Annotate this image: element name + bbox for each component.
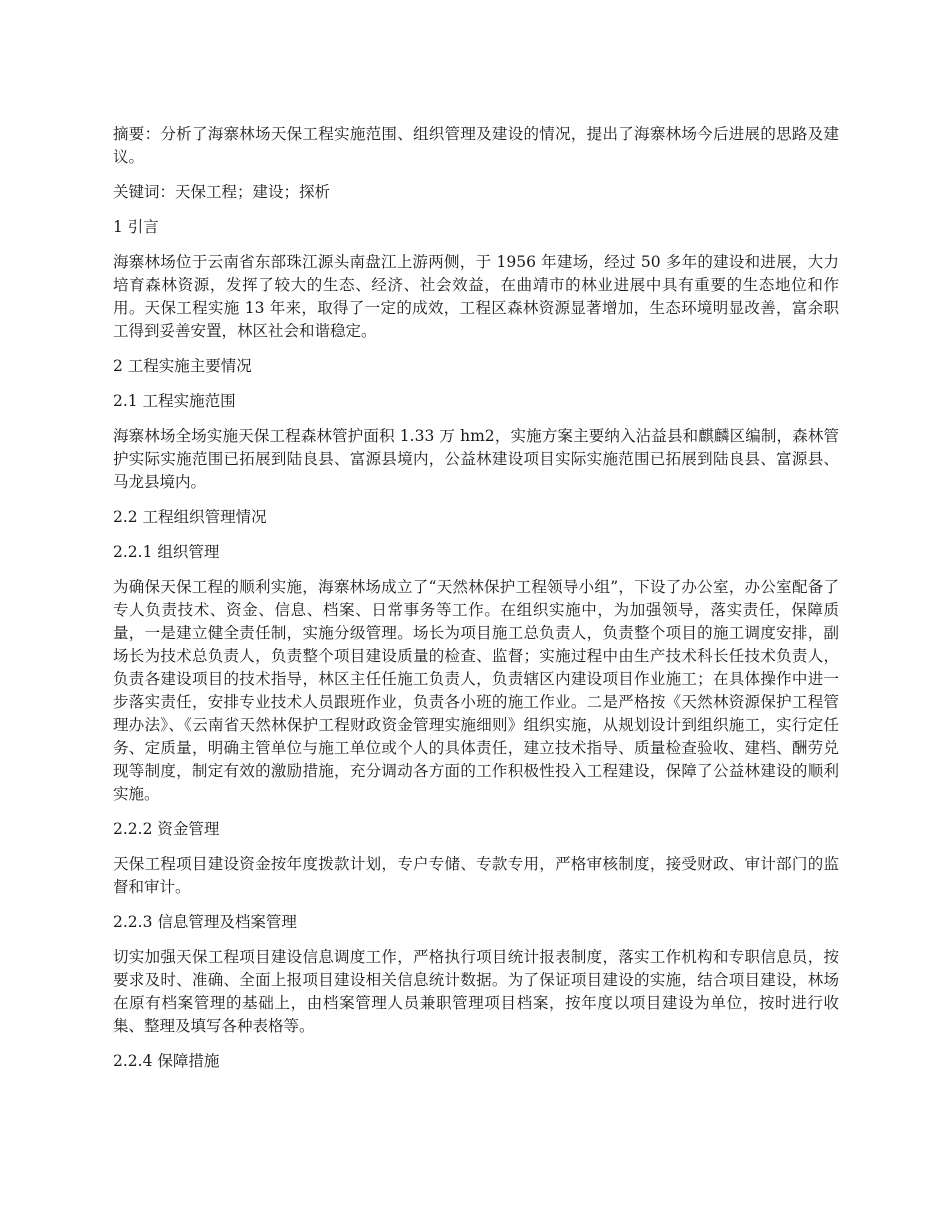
body-paragraph-organization: 为确保天保工程的顺利实施，海寨林场成立了“天然林保护工程领导小组”，下设了办公室，办公室配备了专人负责技术、资金、信息、档案、日常事务等工作。在组织实施中，为加强领导，落实责任，保障质量，一是建立健全责任制，实施分级管理。场长为项目施工总负责人，负责整个项目的施工调度安排，副场长为技术总负责人，负责整个项目建设质量的检查、监督；实施过程中由生产技术科长任技术负责人，负责各建设项目的技术指导，林区主任任施工负责人，负责辖区内建设项目作业施工；在具体操作中进一步落实责任，安排专业技术人员跟班作业，负责各小班的施工作业。二是严格按《天然林资源保护工程管理办法》、《云南省天然林保护工程财政资金管理实施细则》组织实施，从规划设计到组织施工，实行定任务、定质量，明确主管单位与施工单位或个人的具体责任，建立技术指导、质量检查验收、建档、酬劳兑现等制度，制定有效的激励措施，充分调动各方面的工作积极性投入工程建设，保障了公益林建设的顺利实施。 [113, 578, 839, 803]
section-heading-2-2-4: 2.2.4 保障措施 [113, 1052, 220, 1070]
section-heading-1: 1 引言 [113, 218, 159, 236]
body-paragraph-information: 切实加强天保工程项目建设信息调度工作，严格执行项目统计报表制度，落实工作机构和专职信息员，按要求及时、准确、全面上报项目建设相关信息统计数据。为了保证项目建设的实施，结合项目建设，林场在原有档案管理的基础上，由档案管理人员兼职管理项目档案，按年度以项目建设为单位，按时进行收集、整理及填写各种表格等。 [113, 948, 839, 1035]
body-paragraph-intro: 海寨林场位于云南省东部珠江源头南盘江上游两侧，于 1956 年建场，经过 50 多年的建设和进展，大力培育森林资源，发挥了较大的生态、经济、社会效益，在曲靖市的林业进展中具有重要的生态地位和作用。天保工程实施 13 年来，取得了一定的成效，工程区森林资源显著增加，生态环境明显改善，富余职工得到妥善安置，林区社会和谐稳定。 [113, 253, 839, 340]
section-heading-2-2-3: 2.2.3 信息管理及档案管理 [113, 913, 297, 931]
section-heading-2-2: 2.2 工程组织管理情况 [113, 508, 267, 526]
section-heading-2-2-2: 2.2.2 资金管理 [113, 820, 220, 838]
section-heading-2: 2 工程实施主要情况 [113, 357, 252, 375]
body-paragraph-scope: 海寨林场全场实施天保工程森林管护面积 1.33 万 hm2，实施方案主要纳入沾益县和麒麟区编制，森林管护实际实施范围已拓展到陆良县、富源县境内，公益林建设项目实际实施范围已拓展到陆良县、富源县、马龙县境内。 [113, 427, 839, 491]
document-page [113, 123, 839, 1085]
keywords-paragraph: 关键词：天保工程；建设；探析 [113, 183, 331, 201]
section-heading-2-1: 2.1 工程实施范围 [113, 392, 236, 410]
abstract-paragraph: 摘要：分析了海寨林场天保工程实施范围、组织管理及建设的情况，提出了海寨林场今后进展的思路及建议。 [113, 125, 839, 166]
body-paragraph-funds: 天保工程项目建设资金按年度拨款计划，专户专储、专款专用，严格审核制度，接受财政、审计部门的监督和审计。 [113, 855, 839, 896]
section-heading-2-2-1: 2.2.1 组织管理 [113, 543, 220, 561]
